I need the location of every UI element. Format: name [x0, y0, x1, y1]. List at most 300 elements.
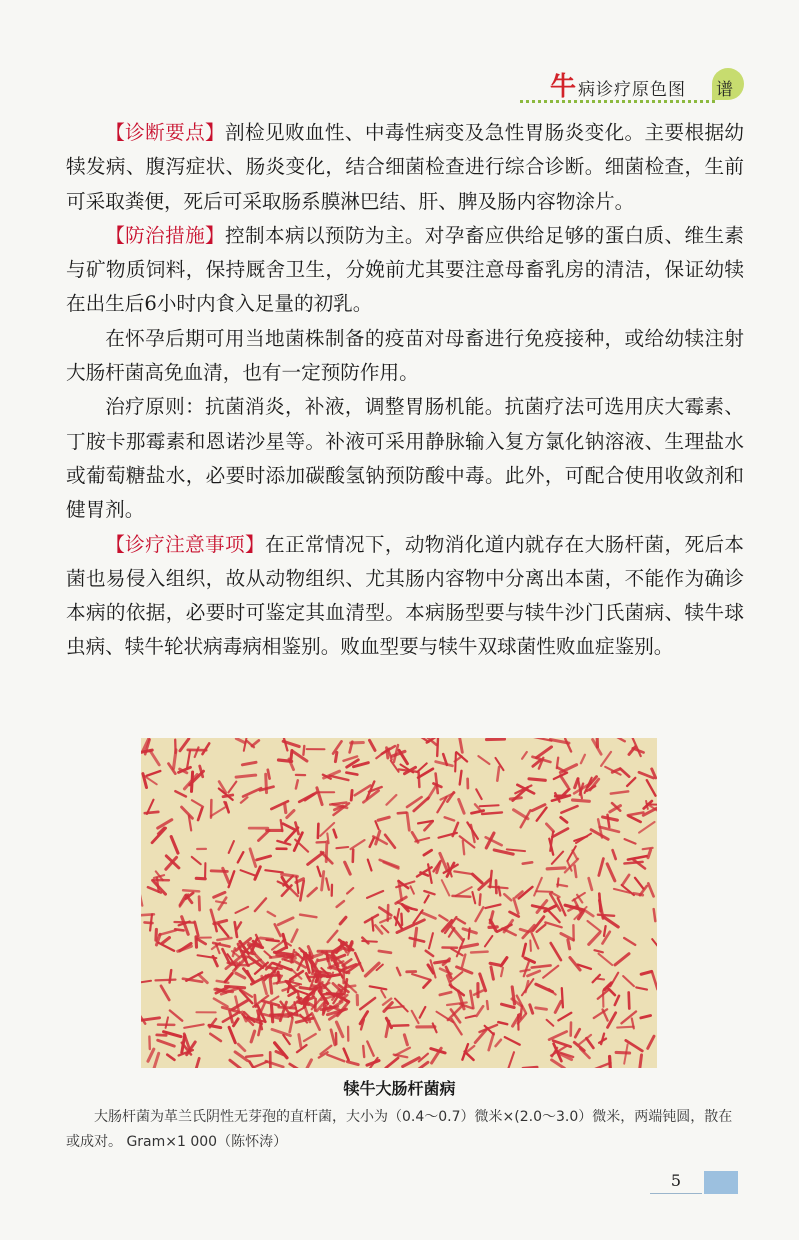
bacterium-rod — [175, 791, 186, 796]
bacterium-rod — [647, 780, 656, 796]
bacterium-rod — [228, 782, 236, 793]
bacterium-rod — [476, 907, 484, 921]
bacterium-rod — [370, 740, 376, 750]
bacterium-rod — [299, 1035, 301, 1047]
bacterium-rod — [466, 1016, 476, 1018]
bacterium-rod — [401, 914, 402, 925]
bacterium-rod — [585, 911, 593, 917]
bacterium-rod — [170, 1011, 182, 1021]
bacterium-rod — [370, 986, 387, 989]
bacterium-rod — [531, 932, 538, 949]
bacterium-rod — [283, 824, 295, 830]
bacterium-rod — [442, 880, 450, 895]
bacterium-rod — [182, 807, 193, 818]
bacterium-rod — [501, 968, 503, 976]
bacterium-rod — [549, 1032, 567, 1040]
bacterium-rod — [255, 995, 256, 1007]
bacterium-rod — [166, 1017, 168, 1028]
section-label: 【诊断要点】 — [105, 121, 226, 144]
bacterium-rod — [624, 938, 635, 945]
bacterium-rod — [394, 1055, 408, 1058]
bacterium-rod — [404, 1035, 407, 1045]
bacterium-rod — [575, 866, 577, 877]
bacterium-rod — [654, 909, 656, 921]
bacterium-rod — [265, 870, 283, 872]
bacterium-rod — [568, 940, 570, 949]
bacterium-rod — [608, 1013, 616, 1028]
bacterium-rod — [241, 797, 248, 802]
bacterium-rod — [334, 830, 337, 838]
bacterium-rod — [436, 774, 438, 794]
bacterium-rod — [520, 929, 528, 932]
bacterium-rod — [634, 893, 643, 895]
bacterium-rod — [588, 921, 601, 931]
bacterium-rod — [277, 841, 290, 845]
bacterium-rod — [635, 878, 643, 889]
bacterium-rod — [378, 817, 389, 820]
bacterium-rod — [482, 812, 502, 814]
bacterium-rod — [532, 965, 551, 967]
bacterium-rod — [416, 920, 424, 924]
bacterium-rod — [589, 878, 592, 890]
bacterium-rod — [184, 1024, 203, 1027]
bacterium-rod — [510, 798, 521, 799]
bacterium-rod — [472, 874, 482, 883]
bacterium-rod — [625, 839, 636, 844]
bacterium-rod — [526, 981, 529, 992]
bacterium-rod — [487, 739, 505, 740]
bacterium-rod — [385, 835, 395, 848]
bacterium-rod — [393, 1025, 408, 1026]
bacterium-rod — [175, 929, 184, 930]
header-series-last-char: 谱 — [716, 80, 733, 100]
bacterium-rod — [304, 1060, 312, 1068]
bacterium-rod — [622, 875, 629, 885]
bacterium-rod — [604, 926, 606, 936]
bacterium-rod — [575, 1029, 579, 1037]
bacterium-rod — [490, 920, 496, 931]
bacterium-rod — [268, 912, 276, 916]
bacterium-rod — [328, 931, 338, 942]
bacterium-rod — [214, 892, 225, 897]
bacterium-rod — [362, 941, 377, 942]
bacterium-rod — [459, 738, 463, 752]
figure-caption-body: 大肠杆菌为革兰氏阴性无芽孢的直杆菌，大小为（0.4～0.7）微米×(2.0～3.0）微米，两端钝圆，散在或成对。 Gram×1 000（陈怀涛） — [66, 1109, 733, 1150]
bacterium-rod — [312, 974, 325, 975]
bacterium-rod — [529, 779, 545, 781]
bacterium-rod — [257, 856, 271, 860]
bacterium-rod — [436, 762, 453, 766]
bacterium-rod — [225, 974, 232, 982]
bacterium-rod — [330, 803, 346, 805]
bacterium-rod — [296, 877, 298, 893]
bacterium-rod — [558, 1013, 571, 1021]
bacterium-rod — [337, 1022, 343, 1037]
bacterium-rod — [241, 870, 256, 876]
bacterium-rod — [308, 888, 317, 896]
bacterium-rod — [238, 852, 244, 862]
bacterium-rod — [639, 772, 653, 778]
bacterium-rod — [272, 1029, 290, 1035]
bacterium-rod — [424, 850, 432, 855]
bacterium-rod — [617, 1027, 634, 1028]
bacterium-rod — [448, 1006, 462, 1020]
bacterium-rod — [290, 1064, 299, 1068]
bacterium-rod — [596, 978, 604, 979]
bacterium-rod — [428, 785, 437, 799]
bacterium-rod — [196, 878, 205, 879]
bacterium-rod — [233, 948, 235, 956]
bacterium-rod — [289, 1014, 298, 1016]
bacterium-rod — [490, 963, 499, 965]
bacterium-rod — [589, 933, 600, 945]
bacterium-rod — [419, 772, 420, 787]
bacterium-rod — [223, 795, 233, 797]
bacterium-rod — [622, 1012, 637, 1024]
bacterium-rod — [523, 944, 526, 956]
bacterium-rod — [236, 775, 256, 777]
bacterium-rod — [504, 894, 511, 900]
bacterium-rod — [639, 822, 654, 833]
bacterium-rod — [599, 954, 613, 965]
bacterium-rod — [300, 915, 316, 918]
header-series-title: 病诊疗原色图 — [578, 80, 686, 100]
bacterium-rod — [601, 1034, 604, 1045]
bacterium-rod — [512, 987, 514, 1004]
bacterium-rod — [327, 1055, 344, 1061]
bacterium-rod — [530, 1005, 533, 1013]
bacterium-rod — [236, 739, 245, 743]
bacterium-rod — [141, 914, 154, 915]
bacterium-rod — [141, 1012, 145, 1024]
bacterium-rod — [652, 939, 657, 949]
bacterium-rod — [532, 805, 545, 811]
bacterium-rod — [229, 841, 234, 853]
bacterium-rod — [648, 883, 653, 896]
bacterium-rod — [546, 824, 553, 832]
bacterium-rod — [624, 862, 642, 864]
bacterium-rod — [537, 747, 552, 758]
bacterium-rod — [472, 892, 475, 903]
bacterium-rod — [151, 752, 160, 765]
bacterium-rod — [487, 1001, 488, 1009]
bacterium-rod — [617, 738, 624, 741]
bacterium-rod — [347, 1062, 358, 1065]
section-label: 【防治措施】 — [105, 223, 226, 247]
bacterium-rod — [175, 922, 194, 923]
bacterium-rod — [453, 896, 471, 897]
bacterium-rod — [296, 780, 298, 788]
bacterium-rod — [421, 912, 435, 918]
bacterium-rod — [410, 938, 424, 942]
bacterium-rod — [326, 878, 329, 889]
bacterium-rod — [312, 1013, 320, 1029]
bacterium-rod — [424, 891, 434, 894]
figure-caption-title: 犊牛大肠杆菌病 — [343, 1079, 456, 1098]
bacterium-rod — [636, 987, 647, 989]
bacterium-rod — [547, 1020, 554, 1026]
bacterium-rod — [601, 752, 611, 766]
bacterium-rod — [532, 738, 551, 741]
bacterium-rod — [292, 930, 298, 942]
bacterium-rod — [612, 769, 619, 772]
bacterium-rod — [324, 999, 326, 1013]
bacterium-rod — [586, 1038, 593, 1048]
bacterium-rod — [505, 1037, 520, 1045]
bacterium-rod — [555, 1001, 561, 1012]
bacterium-rod — [268, 770, 270, 779]
bacterium-rod — [558, 878, 559, 886]
bacterium-rod — [485, 936, 493, 947]
bacterium-rod — [194, 1058, 199, 1068]
bacterium-rod — [498, 1022, 507, 1024]
bacterium-rod — [304, 1034, 316, 1041]
bacterium-rod — [372, 918, 373, 931]
bacterium-rod — [608, 815, 610, 827]
bacterium-rod — [211, 871, 227, 872]
bacterium-rod — [497, 767, 499, 781]
bacterium-rod — [471, 952, 488, 953]
bacterium-rod — [266, 1061, 283, 1067]
bacterium-rod — [211, 808, 225, 817]
bacterium-rod — [616, 1052, 630, 1053]
bacterium-rod — [417, 763, 427, 772]
bacterium-rod — [147, 771, 161, 776]
bacterium-rod — [269, 968, 282, 969]
bacterium-rod — [403, 1058, 420, 1067]
bacterium-rod — [457, 967, 472, 973]
bacterium-rod — [648, 850, 651, 858]
bacterium-rod — [243, 788, 261, 796]
bacterium-rod — [152, 828, 165, 843]
bacterium-rod — [379, 908, 391, 916]
bacterium-rod — [523, 862, 532, 863]
bacterium-rod — [522, 752, 527, 759]
bacterium-rod — [279, 760, 292, 761]
bacterium-rod — [214, 921, 227, 924]
bacterium-rod — [290, 1019, 293, 1032]
bacterium-rod — [150, 914, 152, 930]
bacterium-rod — [367, 1042, 373, 1056]
bacterium-rod — [562, 988, 563, 1007]
bacterium-rod — [287, 811, 294, 818]
bacterium-rod — [627, 778, 635, 786]
bacterium-rod — [470, 991, 473, 1008]
bacterium-rod — [317, 788, 322, 805]
bacterium-rod — [536, 1008, 547, 1010]
bacterium-rod — [210, 1034, 221, 1041]
bacterium-rod — [629, 816, 641, 822]
bacterium-rod — [330, 776, 349, 780]
bacterium-rod — [551, 943, 561, 960]
bacterium-rod — [496, 1040, 501, 1046]
bacterium-rod — [283, 934, 287, 947]
bacterium-rod — [560, 776, 568, 788]
bacterium-rod — [244, 738, 248, 751]
bacterium-rod — [285, 804, 286, 812]
bacterium-rod — [507, 849, 525, 851]
page-number: 5 — [650, 1171, 702, 1194]
bacterium-rod — [367, 1061, 379, 1066]
bacterium-rod — [344, 1049, 349, 1060]
bacterium-rod — [162, 938, 170, 944]
bacterium-rod — [641, 1016, 651, 1018]
bacterium-rod — [530, 940, 531, 951]
bacterium-rod — [250, 849, 256, 867]
header-series-char: 牛 — [550, 72, 577, 102]
bacterium-rod — [477, 1006, 484, 1016]
bacterium-rod — [153, 1053, 159, 1068]
bacterium-rod — [458, 919, 465, 923]
bacterium-rod — [641, 972, 651, 975]
bacterium-rod — [355, 953, 363, 971]
section-label: 【诊疗注意事项】 — [105, 532, 265, 556]
bacterium-rod — [565, 739, 571, 752]
bacterium-rod — [520, 1006, 522, 1019]
bacterium-rod — [440, 992, 451, 995]
bacterium-rod — [238, 1044, 245, 1051]
bacterium-rod — [360, 998, 375, 1009]
bacterium-rod — [345, 862, 351, 874]
bacterium-rod — [499, 887, 501, 896]
bacterium-rod — [603, 817, 618, 820]
bacterium-rod — [472, 811, 484, 814]
bacterium-rod — [187, 751, 190, 769]
bacterium-rod — [157, 1035, 167, 1036]
paragraph-treatment — [66, 390, 744, 527]
bacteria-micrograph — [141, 738, 657, 1068]
bacterium-rod — [514, 899, 519, 914]
bacterium-rod — [289, 991, 297, 996]
bacterium-rod — [203, 743, 210, 754]
bacterium-rod — [537, 891, 553, 892]
bacterium-rod — [411, 886, 414, 893]
bacterium-rod — [489, 1033, 494, 1050]
bacterium-rod — [561, 806, 577, 813]
bacterium-rod — [156, 980, 176, 981]
bacterium-rod — [623, 976, 634, 986]
bacterium-rod — [266, 975, 280, 976]
bacterium-rod — [141, 895, 142, 906]
bacterium-rod — [367, 891, 383, 898]
bacterium-rod — [387, 748, 388, 759]
body-text — [66, 116, 744, 665]
bacterium-rod — [445, 817, 454, 820]
bacterium-rod — [368, 860, 372, 871]
bacterium-rod — [375, 821, 378, 829]
bacterium-rod — [620, 769, 629, 777]
bacterium-rod — [270, 956, 284, 958]
bacterium-rod — [318, 824, 319, 838]
bacterium-rod — [463, 929, 476, 933]
bacterium-rod — [291, 751, 292, 760]
bacterium-rod — [236, 907, 249, 913]
bacterium-rod — [521, 970, 530, 972]
bacterium-rod — [335, 752, 337, 761]
bacterium-rod — [491, 967, 493, 979]
bacterium-rod — [607, 864, 615, 881]
bacterium-rod — [573, 800, 590, 801]
bacterium-rod — [429, 933, 433, 948]
bacterium-rod — [420, 1007, 426, 1018]
bacterium-rod — [218, 924, 228, 936]
bacterium-rod — [382, 926, 389, 933]
bacterium-rod — [171, 837, 178, 854]
bacterium-rod — [426, 951, 433, 956]
bacterium-rod — [478, 756, 489, 764]
bacterium-rod — [412, 974, 430, 980]
bacterium-rod — [351, 790, 352, 800]
bacterium-rod — [615, 954, 629, 965]
bacterium-rod — [599, 859, 604, 876]
bacterium-rod — [232, 1000, 247, 1009]
bacterium-rod — [524, 961, 529, 976]
bacterium-rod — [351, 840, 365, 849]
bacterium-rod — [502, 1004, 515, 1007]
paragraph-vaccination — [66, 322, 744, 391]
page-tab-decoration — [704, 1171, 738, 1194]
bacterium-rod — [148, 1049, 154, 1061]
bacterium-rod — [254, 1062, 267, 1068]
bacterium-rod — [251, 1031, 254, 1042]
bacterium-rod — [214, 999, 228, 1007]
paragraph-text: 治疗原则：抗菌消炎，补液，调整胃肠机能。抗菌疗法可选用庆大霉素、丁胺卡那霉素和恩诺沙星等。补液可采用静脉输入复方氯化钠溶液、生理盐水或葡萄糖盐水，必要时添加碳酸氢钠预防酸中毒。此外，可配合使用收敛剂和健胃剂。 — [66, 395, 744, 522]
bacterium-rod — [424, 980, 431, 987]
bacterium-rod — [192, 857, 201, 864]
bacterium-rod — [561, 817, 567, 822]
bacterium-rod — [459, 799, 464, 813]
bacterium-rod — [435, 961, 449, 963]
bacterium-rod — [229, 871, 235, 887]
paragraph-prevention — [66, 219, 744, 322]
bacterium-rod — [628, 813, 644, 816]
bacterium-rod — [211, 910, 214, 922]
running-header — [520, 66, 740, 106]
bacterium-rod — [322, 872, 324, 890]
bacterium-rod — [270, 978, 272, 993]
bacterium-rod — [197, 939, 205, 944]
bacterium-rod — [629, 993, 630, 1009]
bacterium-rod — [300, 881, 304, 901]
bacterium-rod — [237, 922, 241, 929]
bacterium-rod — [386, 1021, 389, 1037]
bacterium-rod — [259, 831, 270, 841]
bacterium-rod — [397, 968, 400, 975]
bacterium-rod — [161, 986, 169, 1000]
bacterium-rod — [217, 938, 231, 940]
bacterium-rod — [615, 996, 619, 1005]
bacterium-rod — [230, 1060, 241, 1068]
bacterium-rod — [598, 915, 614, 916]
bacterium-rod — [395, 999, 408, 1012]
bacterium-rod — [141, 981, 151, 983]
bacterium-rod — [308, 853, 323, 865]
bacterium-rod — [547, 868, 565, 869]
bacterium-rod — [523, 1067, 537, 1068]
bacterium-rod — [182, 917, 189, 935]
bacterium-rod — [501, 958, 507, 966]
bacterium-rod — [414, 1062, 428, 1068]
bacterium-rod — [480, 805, 499, 806]
bacterium-rod — [608, 988, 615, 995]
bacterium-rod — [370, 838, 374, 847]
bacterium-rod — [573, 893, 585, 901]
bacterium-rod — [593, 1063, 611, 1068]
bacterium-rod — [639, 1055, 641, 1068]
bacterium-rod — [196, 937, 197, 947]
bacterium-rod — [278, 918, 293, 925]
bacterium-rod — [234, 1019, 239, 1026]
